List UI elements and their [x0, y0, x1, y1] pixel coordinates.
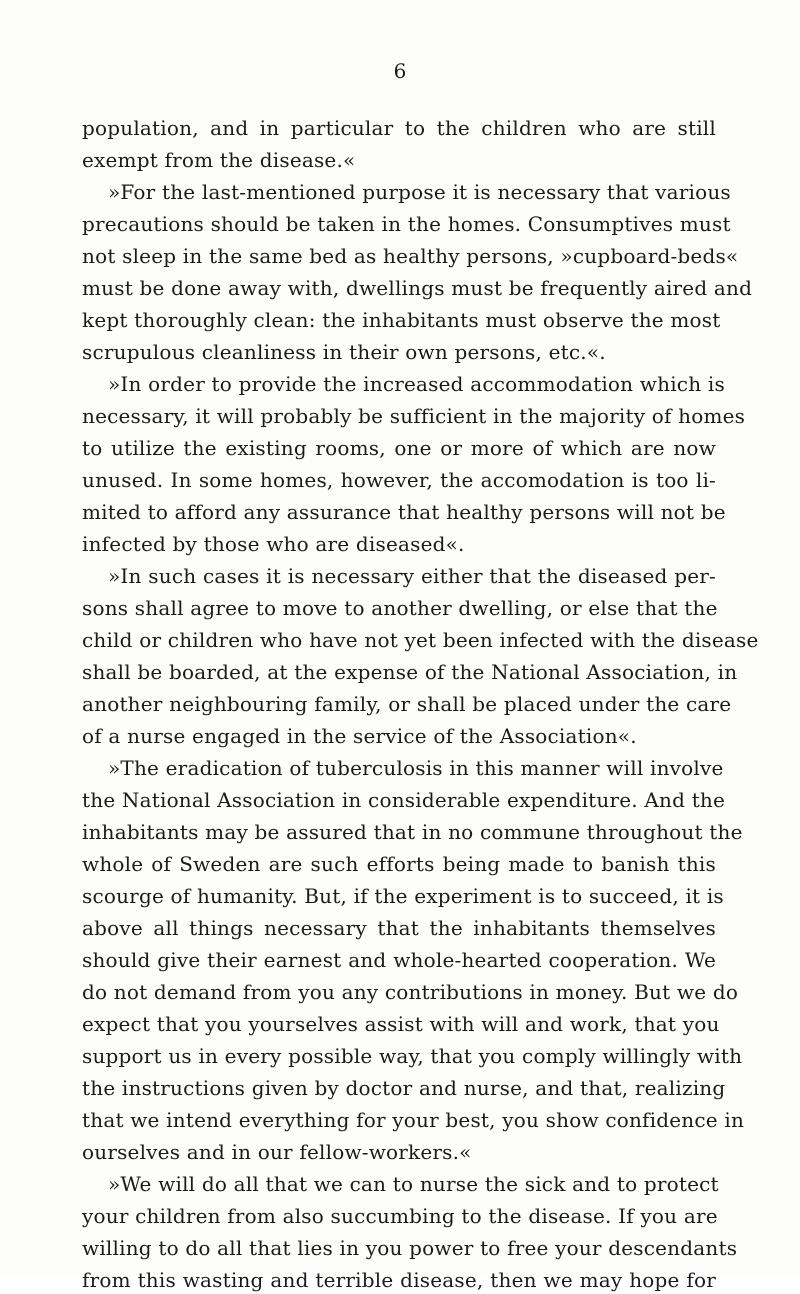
text-line: support us in every possible way, that you comply willingly with [82, 1044, 743, 1068]
text-line: exempt from the disease.« [82, 148, 356, 172]
text-line: not sleep in the same bed as healthy persons, »cupboard-beds« [82, 244, 739, 268]
text-line: should give their earnest and whole-hearted cooperation. We [82, 948, 716, 972]
text-line: that we intend everything for your best, you show confidence in [82, 1108, 745, 1132]
text-line: must be done away with, dwellings must be frequently aired and [82, 276, 753, 300]
text-line: »We will do all that we can to nurse the sick and to protect [108, 1172, 719, 1196]
text-line: expect that you yourselves assist with will and work, that you [82, 1012, 720, 1036]
text-line: another neighbouring family, or shall be placed under the care [82, 692, 732, 716]
text-line: »For the last-mentioned purpose it is necessary that various [108, 180, 731, 204]
page-number: 6 [393, 59, 407, 83]
text-line: scourge of humanity. But, if the experiment is to succeed, it is [82, 884, 724, 908]
text-line: necessary, it will probably be sufficient in the majority of homes [82, 404, 746, 428]
text-line: inhabitants may be assured that in no commune throughout the [82, 820, 743, 844]
text-line: to utilize the existing rooms, one or more of which are now [82, 436, 716, 460]
text-line: the National Association in considerable expenditure. And the [82, 788, 726, 812]
text-line: precautions should be taken in the homes. Consumptives must [82, 212, 731, 236]
text-line: shall be boarded, at the expense of the National Association, in [82, 660, 738, 684]
text-line: sons shall agree to move to another dwelling, or else that the [82, 596, 718, 620]
text-line: ourselves and in our fellow-workers.« [82, 1140, 472, 1164]
text-line: kept thoroughly clean: the inhabitants must observe the most [82, 308, 721, 332]
text-line: whole of Sweden are such efforts being made to banish this [82, 852, 716, 876]
text-line: mited to afford any assurance that healthy persons will not be [82, 500, 726, 524]
text-line: unused. In some homes, however, the accomodation is too li- [82, 468, 716, 492]
text-line: infected by those who are diseased«. [82, 532, 465, 556]
text-line: willing to do all that lies in you power to free your descendants [82, 1236, 738, 1260]
text-line: of a nurse engaged in the service of the Association«. [82, 724, 637, 748]
text-line: »The eradication of tuberculosis in this manner will involve [108, 756, 724, 780]
text-line: above all things necessary that the inhabitants themselves [82, 916, 716, 940]
text-line: your children from also succumbing to the disease. If you are [82, 1204, 718, 1228]
text-line: scrupulous cleanliness in their own persons, etc.«. [82, 340, 606, 364]
text-line: »In order to provide the increased accommodation which is [108, 372, 725, 396]
text-line: do not demand from you any contributions in money. But we do [82, 980, 739, 1004]
text-line: the instructions given by doctor and nurse, and that, realizing [82, 1076, 726, 1100]
text-line: from this wasting and terrible disease, then we may hope for [82, 1268, 716, 1292]
text-line: child or children who have not yet been infected with the disease [82, 628, 759, 652]
text-line: »In such cases it is necessary either that the diseased per- [108, 564, 716, 588]
text-line: population, and in particular to the children who are still [82, 116, 716, 140]
